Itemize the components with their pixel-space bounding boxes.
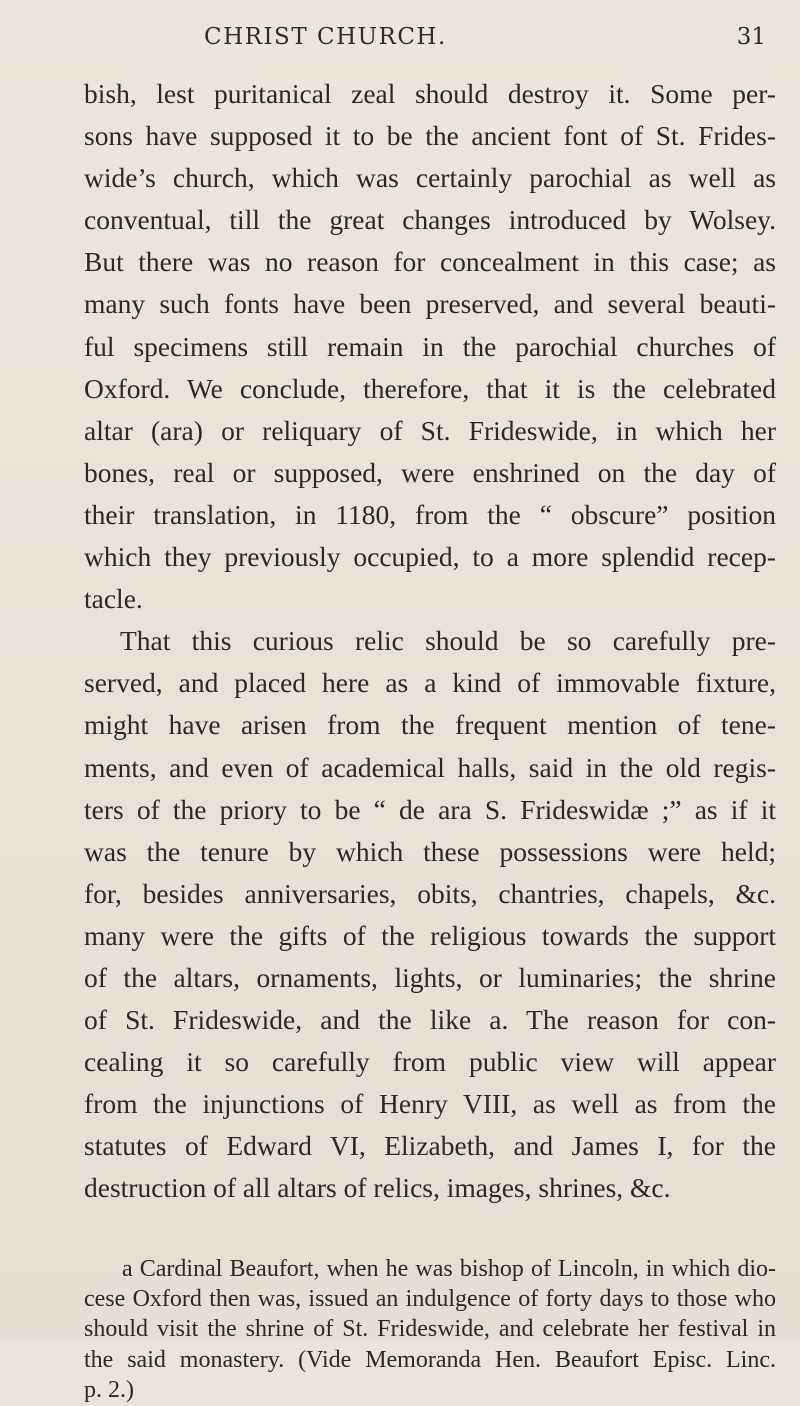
text-line: for, besides anniversaries, obits, chantries, chapels, &c. <box>84 877 776 909</box>
text-line: was the tenure by which these possessions were held; <box>84 835 776 867</box>
main-text <box>84 73 776 1210</box>
text-line: cealing it so carefully from public view will appear <box>84 1046 776 1078</box>
footnote-line: a Cardinal Beaufort, when he was bishop of Lincoln, in which dio- <box>122 1255 776 1282</box>
text-line: conventual, till the great changes introduced by Wolsey. <box>84 204 776 236</box>
text-line: of the altars, ornaments, lights, or luminaries; the shrine <box>84 961 776 993</box>
text-line: statutes of Edward VI, Elizabeth, and James I, for the <box>84 1130 776 1162</box>
text-line: many such fonts have been preserved, and several beauti- <box>84 288 776 320</box>
footnote-line: cese Oxford then was, issued an indulgence of forty days to those who <box>84 1285 776 1312</box>
text-line: of St. Frideswide, and the like a. The reason for con- <box>84 1004 776 1036</box>
text-line: altar (ara) or reliquary of St. Frideswide, in which her <box>84 414 776 446</box>
text-line: from the injunctions of Henry VIII, as well as from the <box>84 1088 776 1120</box>
text-line: bones, real or supposed, were enshrined on the day of <box>84 456 776 488</box>
text-line: might have arisen from the frequent mention of tene- <box>84 709 776 741</box>
text-line: destruction of all altars of relics, images, shrines, &c. <box>84 1172 671 1204</box>
page-number: 31 <box>736 24 766 50</box>
footnote-line: the said monastery. (Vide Memoranda Hen. Beaufort Episc. Linc. <box>84 1346 776 1373</box>
text-line: That this curious relic should be so carefully pre- <box>120 625 776 657</box>
text-line: many were the gifts of the religious towards the support <box>84 919 776 951</box>
footnote <box>84 1254 776 1406</box>
text-line: ments, and even of academical halls, said in the old regis- <box>84 751 776 783</box>
text-line: But there was no reason for concealment in this case; as <box>84 246 776 278</box>
footnote-line: p. 2.) <box>84 1377 134 1404</box>
text-line: bish, lest puritanical zeal should destroy it. Some per- <box>84 78 776 109</box>
text-line: Oxford. We conclude, therefore, that it is the celebrated <box>84 372 776 404</box>
text-line: tacle. <box>84 583 143 615</box>
text-line: ful specimens still remain in the parochial churches of <box>84 330 776 362</box>
text-line: sons have supposed it to be the ancient font of St. Frides- <box>84 120 776 152</box>
text-line: served, and placed here as a kind of immovable fixture, <box>84 667 776 699</box>
text-line: which they previously occupied, to a more splendid recep- <box>84 541 776 573</box>
footnote-line: should visit the shrine of St. Frideswide, and celebrate her festival in <box>84 1316 776 1343</box>
running-head <box>84 0 776 70</box>
running-title: CHRIST CHURCH. <box>204 24 447 50</box>
text-line: their translation, in 1180, from the “ obscure” position <box>84 498 776 530</box>
text-line: wide’s church, which was certainly parochial as well as <box>84 162 776 194</box>
text-line: ters of the priory to be “ de ara S. Frideswidæ ;” as if it <box>84 793 776 825</box>
